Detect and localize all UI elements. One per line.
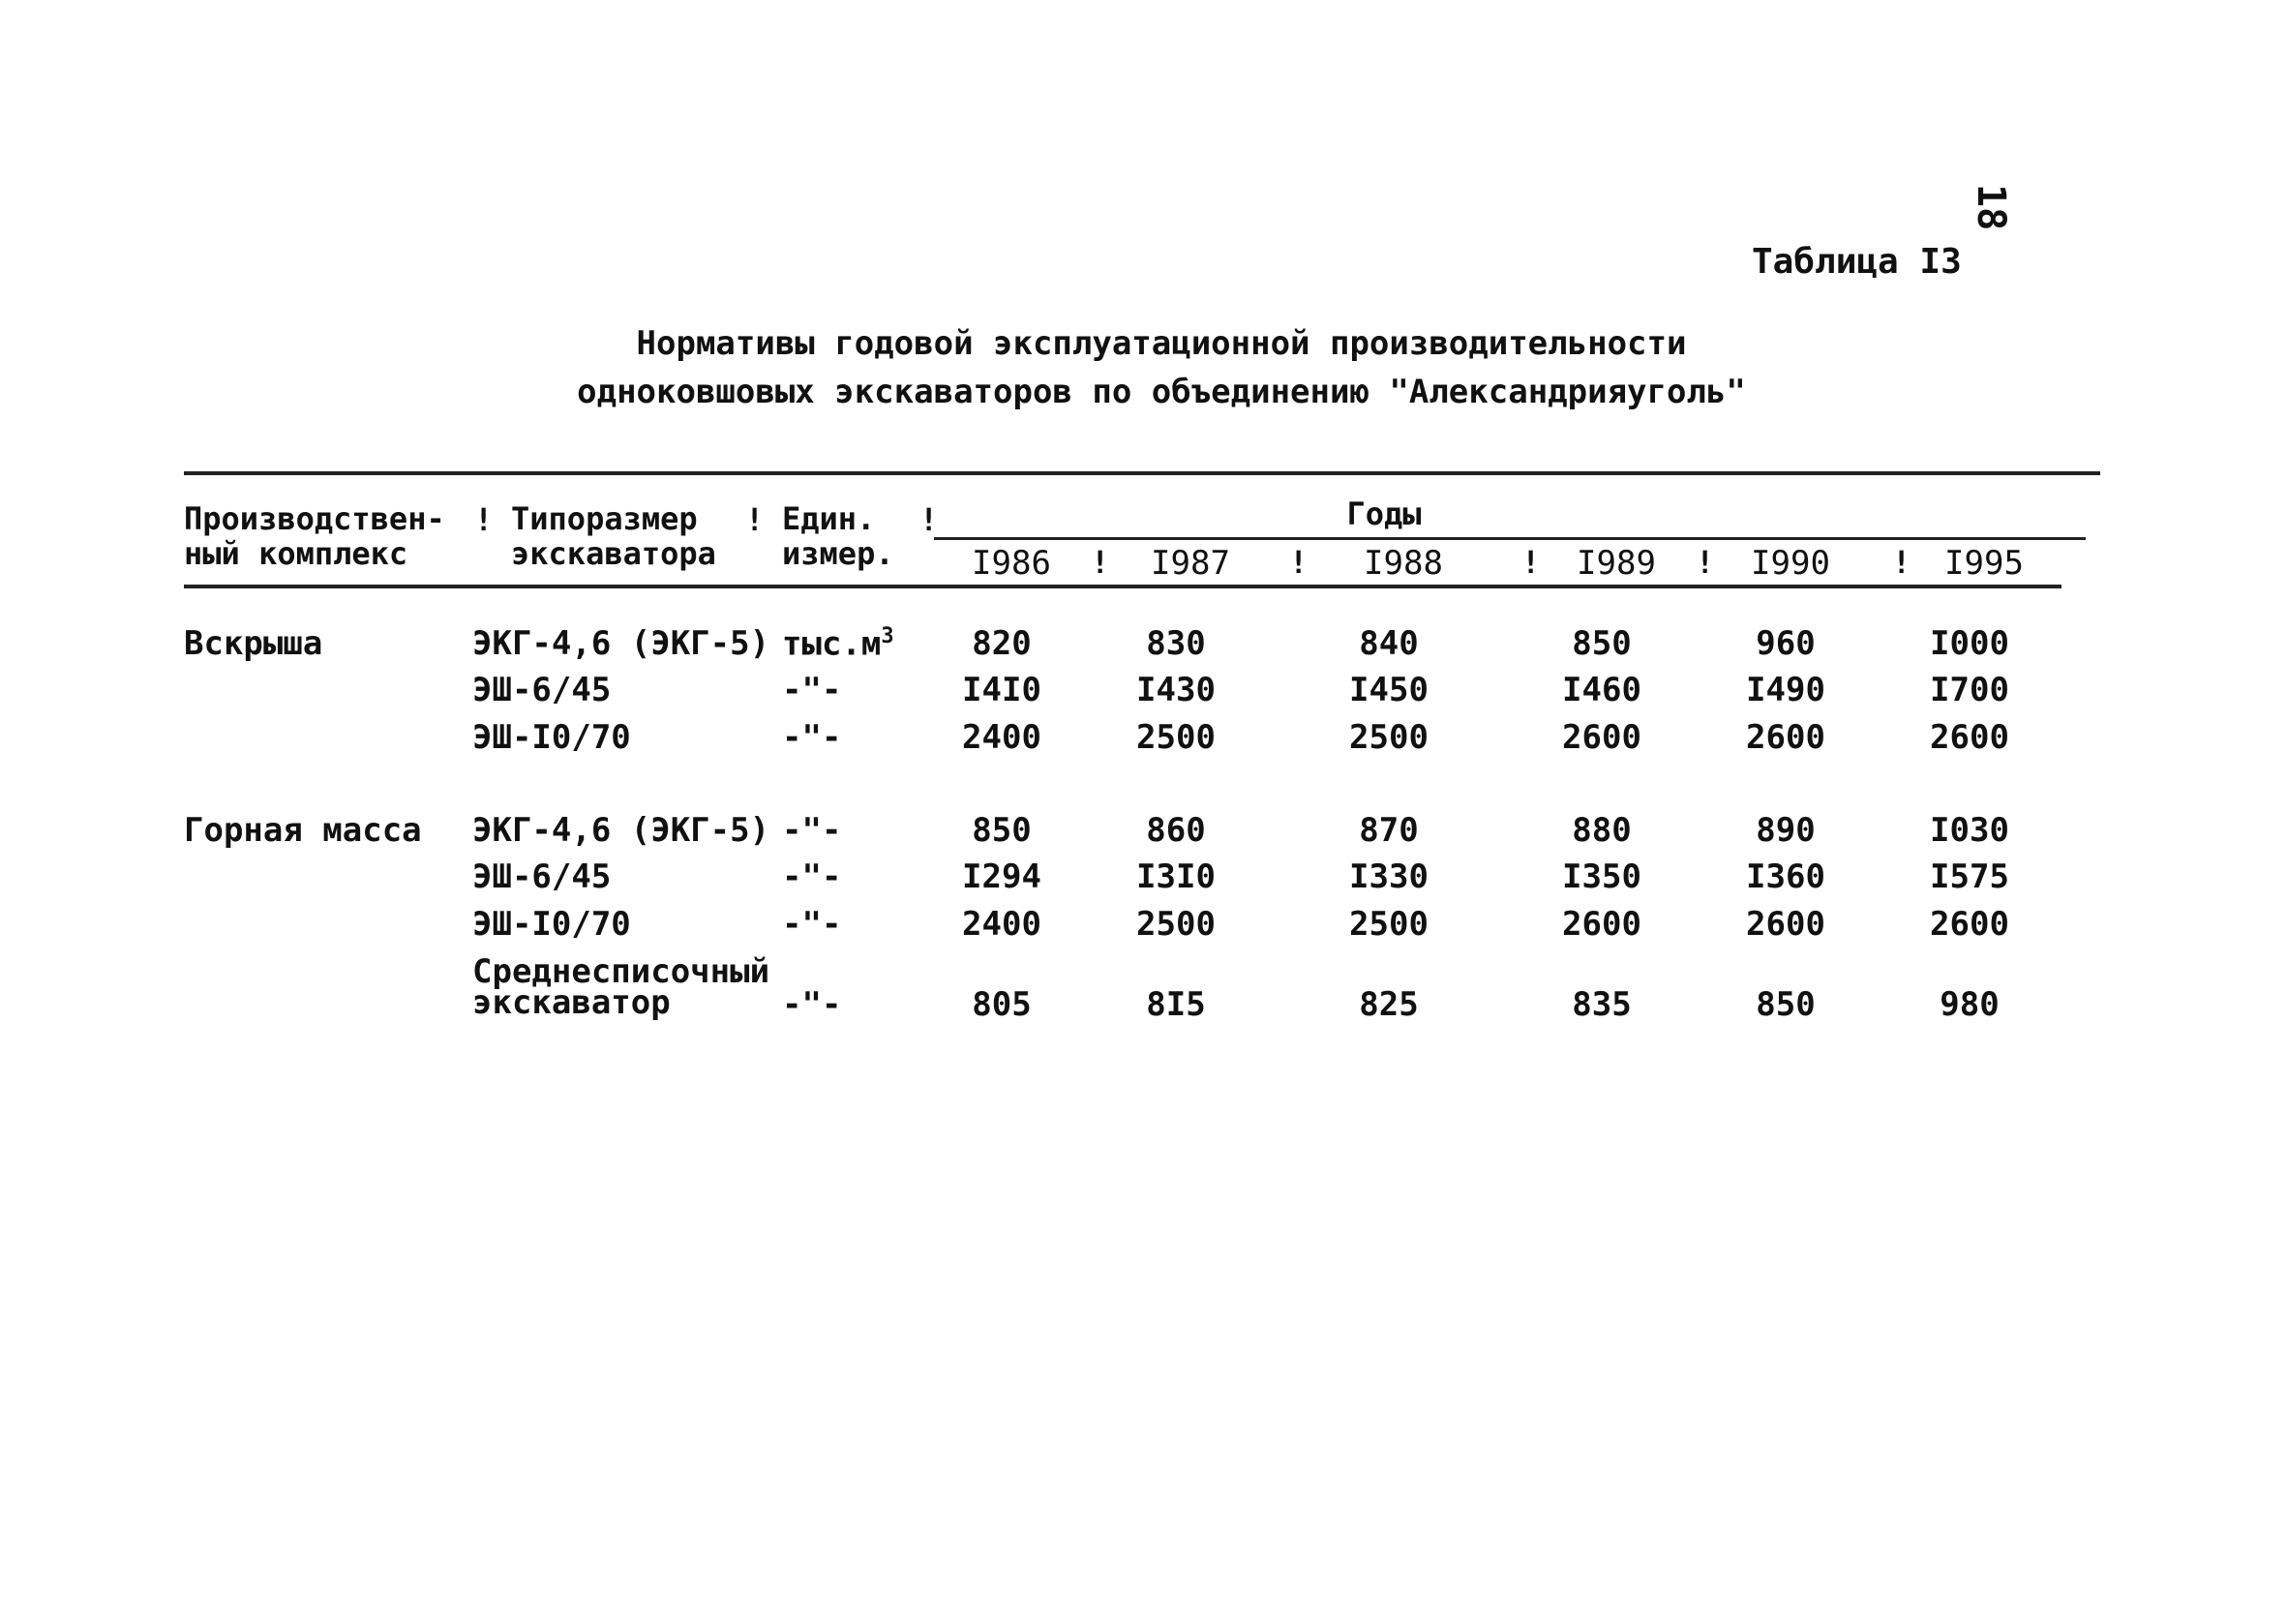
table-title-line-2: одноковшовых экскаваторов по объединению "Александрияуголь"	[577, 373, 1746, 411]
value-cell-I989: I460	[1562, 671, 1641, 709]
year-1988: I988	[1364, 544, 1443, 583]
value-cell-I989: I350	[1562, 857, 1641, 896]
value-cell-I986: I4I0	[962, 671, 1041, 709]
column-separator: !	[1289, 544, 1309, 581]
value-cell-I988: I330	[1349, 857, 1429, 896]
year-1987: I987	[1151, 544, 1230, 583]
unit-cell	[782, 718, 898, 757]
value-cell-I986: 850	[972, 811, 1032, 850]
page-number: 18	[1969, 184, 2013, 231]
unit-cell	[782, 985, 898, 1024]
value-cell-I988: I450	[1349, 671, 1429, 709]
column-separator: !	[1892, 544, 1911, 581]
value-cell-I986: 820	[972, 624, 1032, 663]
excavator-type-cell: ЭКГ-4,6 (ЭКГ-5)	[472, 624, 770, 663]
value-cell-I995: 2600	[1930, 718, 2009, 757]
year-1986: I986	[972, 544, 1051, 583]
value-cell-I988: 2500	[1349, 905, 1429, 944]
value-cell-I995: I575	[1930, 857, 2009, 896]
value-cell-I988: 870	[1359, 811, 1419, 850]
value-cell-I989: 2600	[1562, 718, 1641, 757]
unit-text: -"-	[782, 857, 842, 896]
value-cell-I988: 825	[1359, 985, 1419, 1024]
table-label: Таблица I3	[1752, 242, 1962, 282]
value-cell-I990: I360	[1746, 857, 1825, 896]
value-cell-I989: 835	[1572, 985, 1632, 1024]
group-label-rock-mass: Горная масса	[184, 811, 422, 850]
header-years: Годы	[1346, 496, 1422, 532]
column-separator: !	[1091, 544, 1110, 581]
table-top-rule	[184, 471, 2100, 475]
header-production-complex: Производствен- ный комплекс	[184, 500, 445, 572]
unit-cell	[782, 905, 898, 944]
value-cell-I986: I294	[962, 857, 1041, 896]
unit-text: -"-	[782, 671, 842, 709]
value-cell-I987: 8I5	[1146, 985, 1206, 1024]
value-cell-I987: 2500	[1136, 718, 1216, 757]
value-cell-I987: I430	[1136, 671, 1216, 709]
value-cell-I990: 2600	[1746, 905, 1825, 944]
value-cell-I990: 850	[1756, 985, 1816, 1024]
unit-cell	[782, 811, 898, 850]
column-separator: !	[1521, 544, 1541, 581]
excavator-type-cell: ЭШ-I0/70	[472, 718, 631, 757]
column-separator: !	[474, 501, 494, 538]
value-cell-I995: I700	[1930, 671, 2009, 709]
value-cell-I990: 2600	[1746, 718, 1825, 757]
value-cell-I989: 880	[1572, 811, 1632, 850]
header-bottom-rule	[184, 585, 2061, 588]
value-cell-I987: I3I0	[1136, 857, 1216, 896]
unit-text: -"-	[782, 811, 842, 850]
year-1995: I995	[1944, 544, 2024, 583]
header-unit: Един. измер.	[782, 500, 894, 572]
value-cell-I995: 980	[1940, 985, 2000, 1024]
year-1989: I989	[1577, 544, 1656, 583]
excavator-type-cell: ЭШ-6/45	[472, 671, 612, 709]
excavator-type-cell: Среднесписочный экскаватор	[472, 952, 770, 1022]
excavator-type-cell: ЭШ-I0/70	[472, 905, 631, 944]
value-cell-I995: 2600	[1930, 905, 2009, 944]
value-cell-I987: 830	[1146, 624, 1206, 663]
value-cell-I986: 2400	[962, 905, 1041, 944]
table-title-line-1: Нормативы годовой эксплуатационной производительности	[636, 324, 1687, 363]
column-separator: !	[745, 501, 765, 538]
value-cell-I986: 2400	[962, 718, 1041, 757]
value-cell-I988: 2500	[1349, 718, 1429, 757]
value-cell-I987: 2500	[1136, 905, 1216, 944]
years-header-rule	[934, 537, 2086, 540]
value-cell-I987: 860	[1146, 811, 1206, 850]
value-cell-I989: 850	[1572, 624, 1632, 663]
value-cell-I986: 805	[972, 985, 1032, 1024]
unit-text: -"-	[782, 905, 842, 944]
excavator-type-cell: ЭШ-6/45	[472, 857, 612, 896]
value-cell-I988: 840	[1359, 624, 1419, 663]
year-1990: I990	[1751, 544, 1830, 583]
column-separator: !	[1696, 544, 1715, 581]
value-cell-I990: 960	[1756, 624, 1816, 663]
column-separator: !	[919, 501, 939, 538]
unit-text: тыс.м	[782, 624, 882, 664]
value-cell-I990: I490	[1746, 671, 1825, 709]
value-cell-I989: 2600	[1562, 905, 1641, 944]
unit-cell	[782, 857, 898, 896]
value-cell-I990: 890	[1756, 811, 1816, 850]
value-cell-I995: I030	[1930, 811, 2009, 850]
unit-text: -"-	[782, 985, 842, 1024]
group-label-overburden: Вскрыша	[184, 624, 323, 663]
unit-cell	[782, 671, 898, 709]
value-cell-I995: I000	[1930, 624, 2009, 663]
unit-text: -"-	[782, 718, 842, 757]
excavator-type-cell: ЭКГ-4,6 (ЭКГ-5)	[472, 811, 770, 850]
unit-cell	[782, 624, 898, 663]
unit-superscript: 3	[881, 624, 894, 648]
header-excavator-type: Типоразмер экскаватора	[511, 500, 716, 572]
